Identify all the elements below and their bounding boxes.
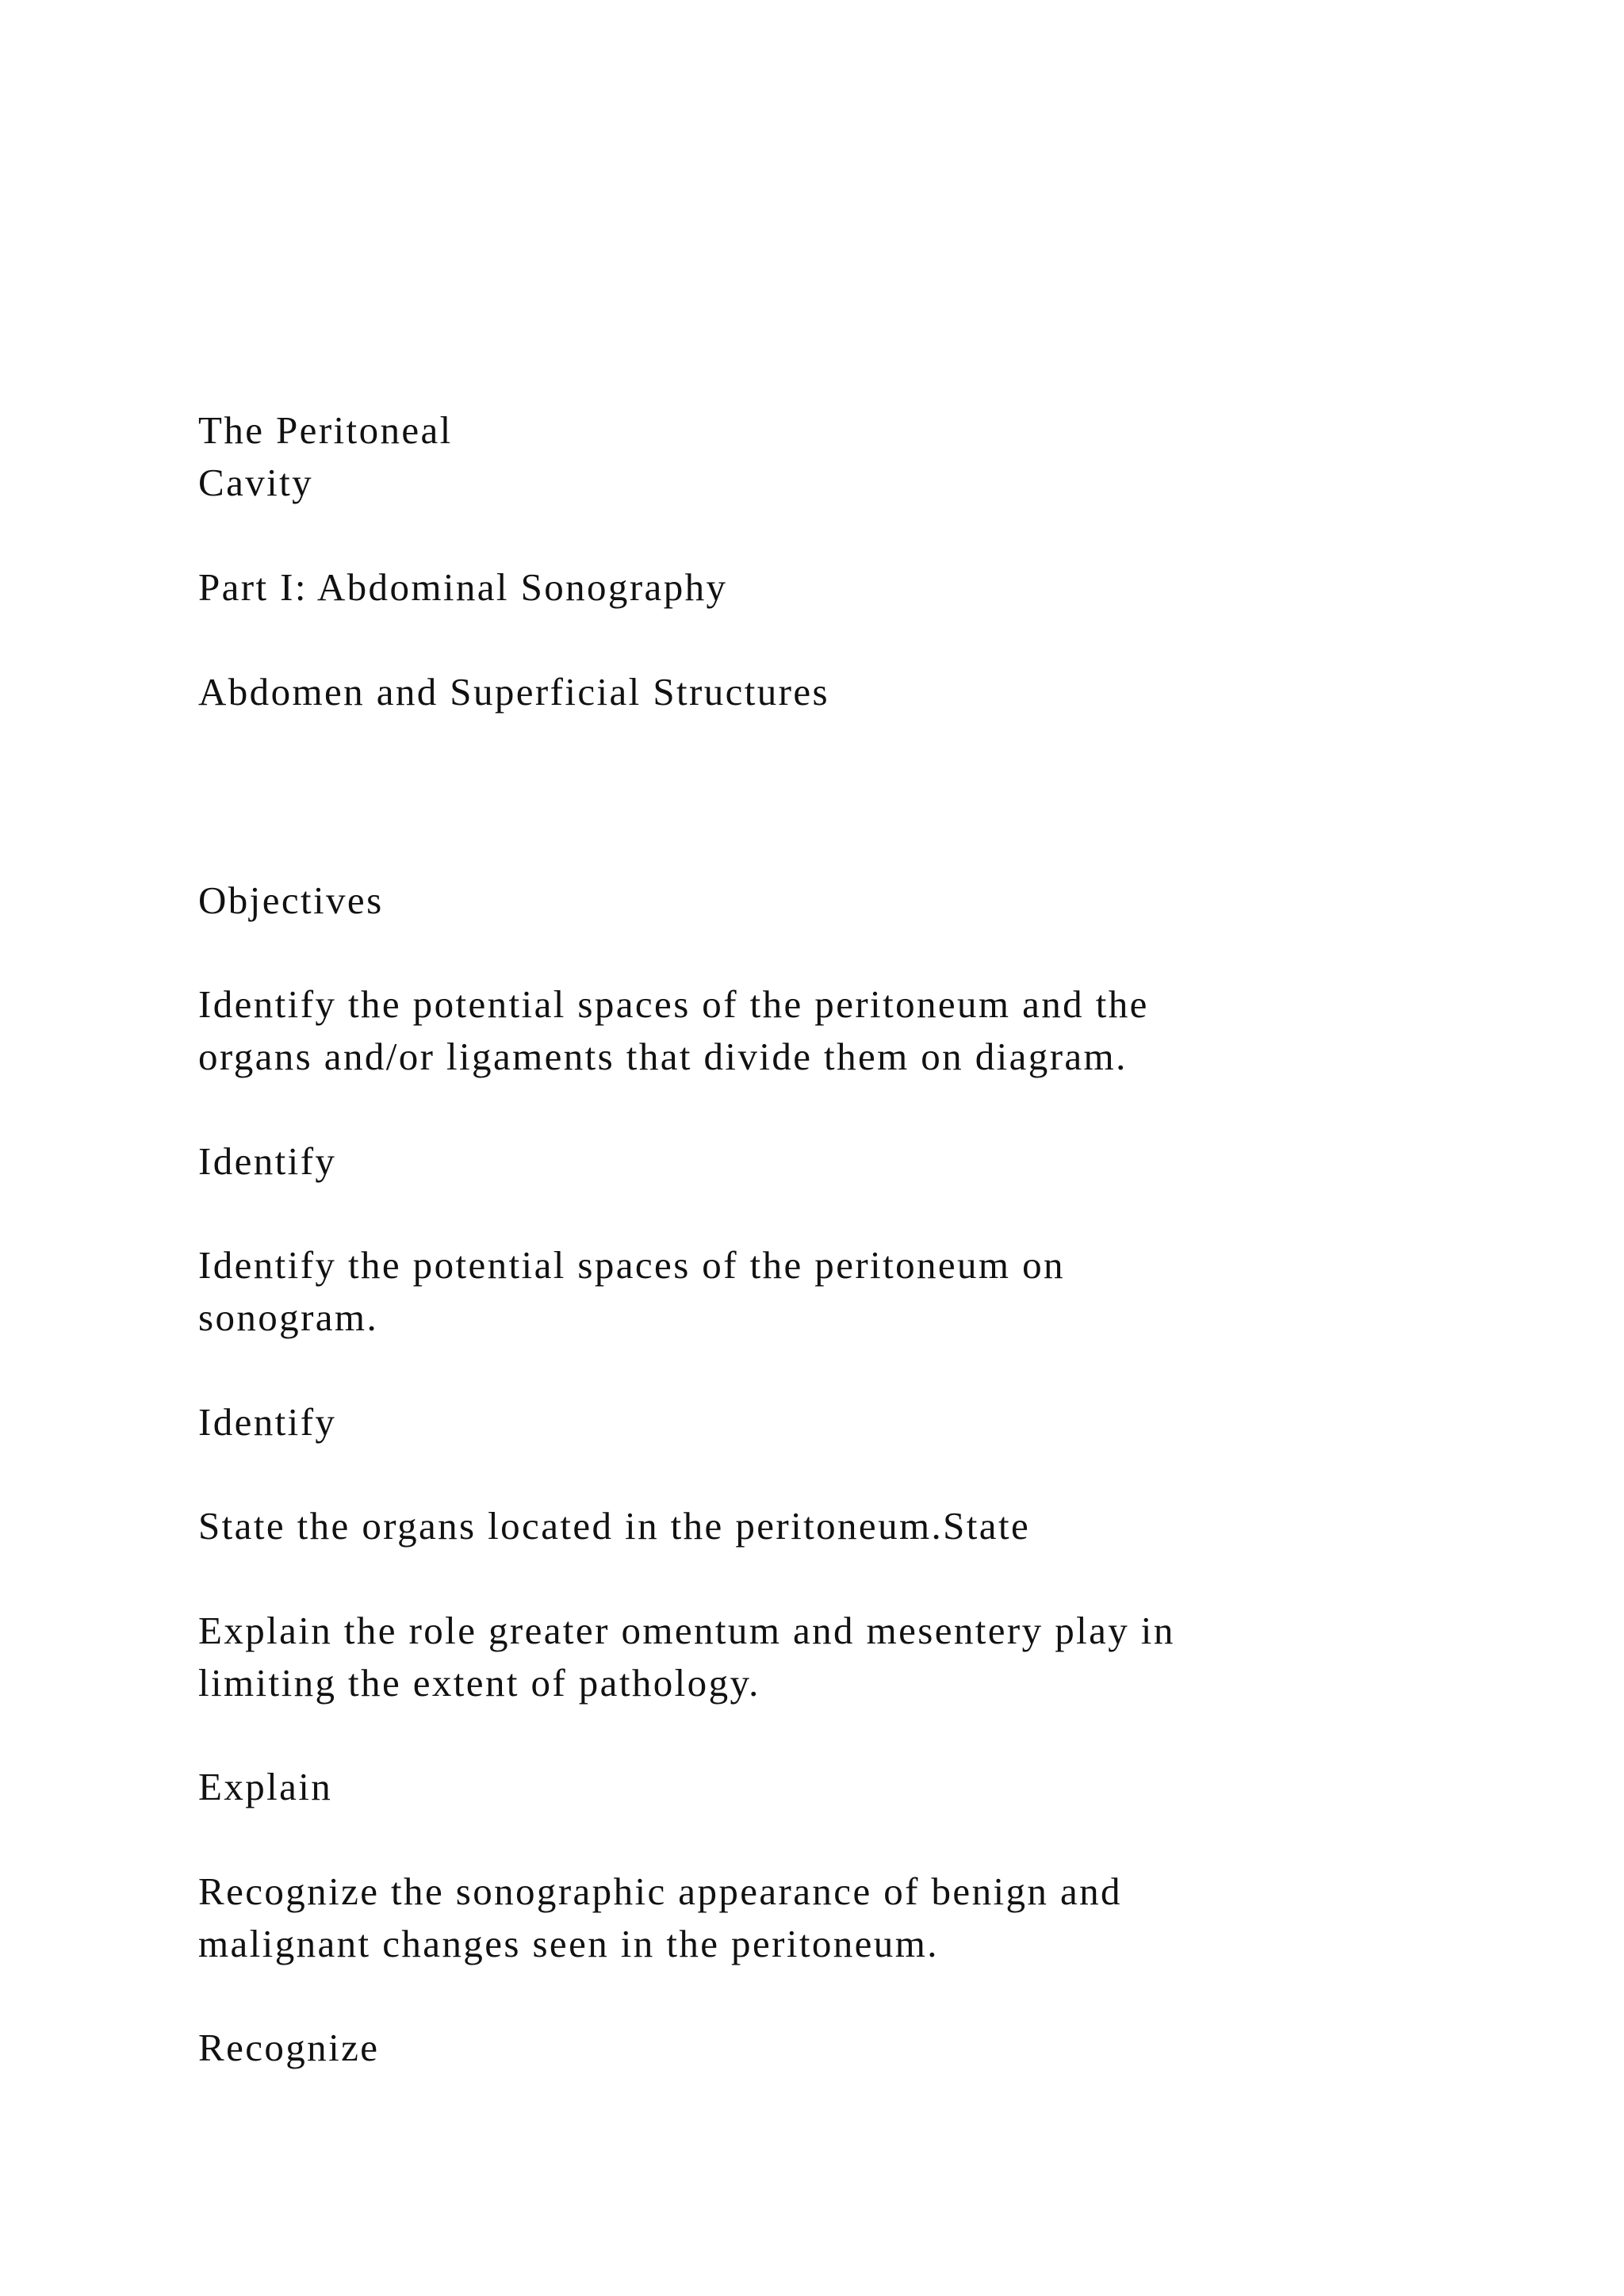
objective-4-keyword: Explain <box>198 1765 333 1808</box>
objective-2-keyword: Identify <box>198 1400 337 1444</box>
subtitle: Abdomen and Superficial Structures <box>198 670 829 714</box>
objective-5-keyword: Recognize <box>198 2026 380 2069</box>
objectives-heading: Objectives <box>198 878 384 922</box>
doc-title-line-1: The Peritoneal <box>198 408 453 452</box>
part-heading: Part I: Abdominal Sonography <box>198 565 728 609</box>
objective-4-line-2: limiting the extent of pathology. <box>198 1661 760 1705</box>
doc-title-line-2: Cavity <box>198 461 314 504</box>
objective-4-line-1: Explain the role greater omentum and mesentery play in <box>198 1609 1175 1652</box>
objective-3-line-1: State the organs located in the peritoneum.State <box>198 1504 1031 1548</box>
objective-1-line-1: Identify the potential spaces of the peritoneum and the <box>198 982 1149 1026</box>
objective-2-line-2: sonogram. <box>198 1295 379 1339</box>
objective-1-line-2: organs and/or ligaments that divide them on diagram. <box>198 1035 1128 1078</box>
objective-1-keyword: Identify <box>198 1139 337 1183</box>
objective-5-line-2: malignant changes seen in the peritoneum. <box>198 1922 939 1965</box>
objective-5-line-1: Recognize the sonographic appearance of benign and <box>198 1869 1122 1913</box>
objective-2-line-1: Identify the potential spaces of the peritoneum on <box>198 1243 1065 1287</box>
